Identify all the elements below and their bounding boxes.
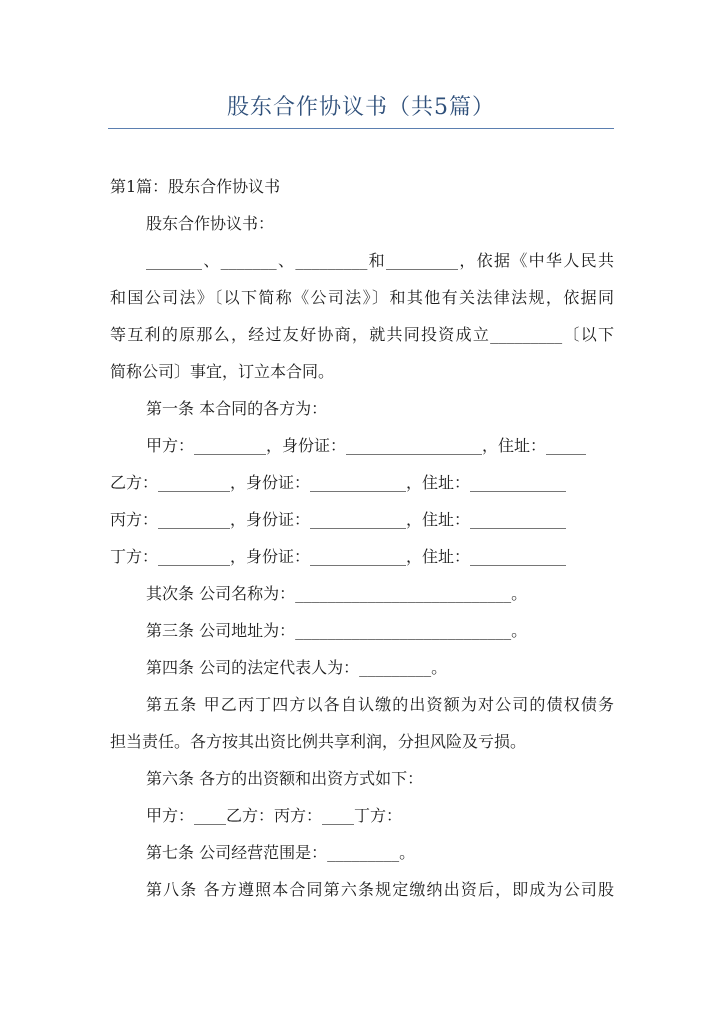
article-line: 其次条 公司名称为：___________________________。 [146,584,528,603]
contribution-line: 甲方：____乙方：丙方：____丁方： [146,806,403,825]
party-line-b: 乙方：_________，身份证：____________，住址：____________ [110,473,567,492]
article-line: 第七条 公司经营范围是：_________。 [146,843,416,862]
article-line: 第一条 本合同的各方为： [146,399,328,418]
paragraph-line: 简称公司〕事宜，订立本合同。 [110,362,335,381]
paragraph-line: 和国公司法》〔以下简称《公司法》〕和其他有关法律法规，依据同 [110,288,614,307]
section-heading: 第1篇：股东合作协议书 [110,177,281,196]
party-line-c: 丙方：_________，身份证：____________，住址：____________ [110,510,567,529]
article-line: 第四条 公司的法定代表人为：_________。 [146,658,448,677]
article-line: 第八条 各方遵照本合同第六条规定缴纳出资后，即成为公司股 [146,880,614,899]
article-line: 第六条 各方的出资额和出资方式如下： [146,769,424,788]
paragraph-line: 等互利的原那么，经过友好协商，就共同投资成立_________〔以下 [110,325,614,344]
party-line-d: 丁方：_________，身份证：____________，住址：____________ [110,547,567,566]
article-line: 第五条 甲乙丙丁四方以各自认缴的出资额为对公司的债权债务 [146,695,614,714]
paragraph-line: 担当责任。各方按其出资比例共享利润，分担风险及亏损。 [110,732,527,751]
agreement-heading: 股东合作协议书： [146,214,275,233]
paragraph-line: _______、_______、_________和_________，依据《中华人民共 [146,251,614,270]
document-body [110,168,614,908]
article-line: 第三条 公司地址为：___________________________。 [146,621,528,640]
document-title: 股东合作协议书（共5篇） [227,95,495,120]
party-line-a: 甲方：_________，身份证：_________________，住址：_____ [146,436,587,455]
title-divider [108,128,614,129]
